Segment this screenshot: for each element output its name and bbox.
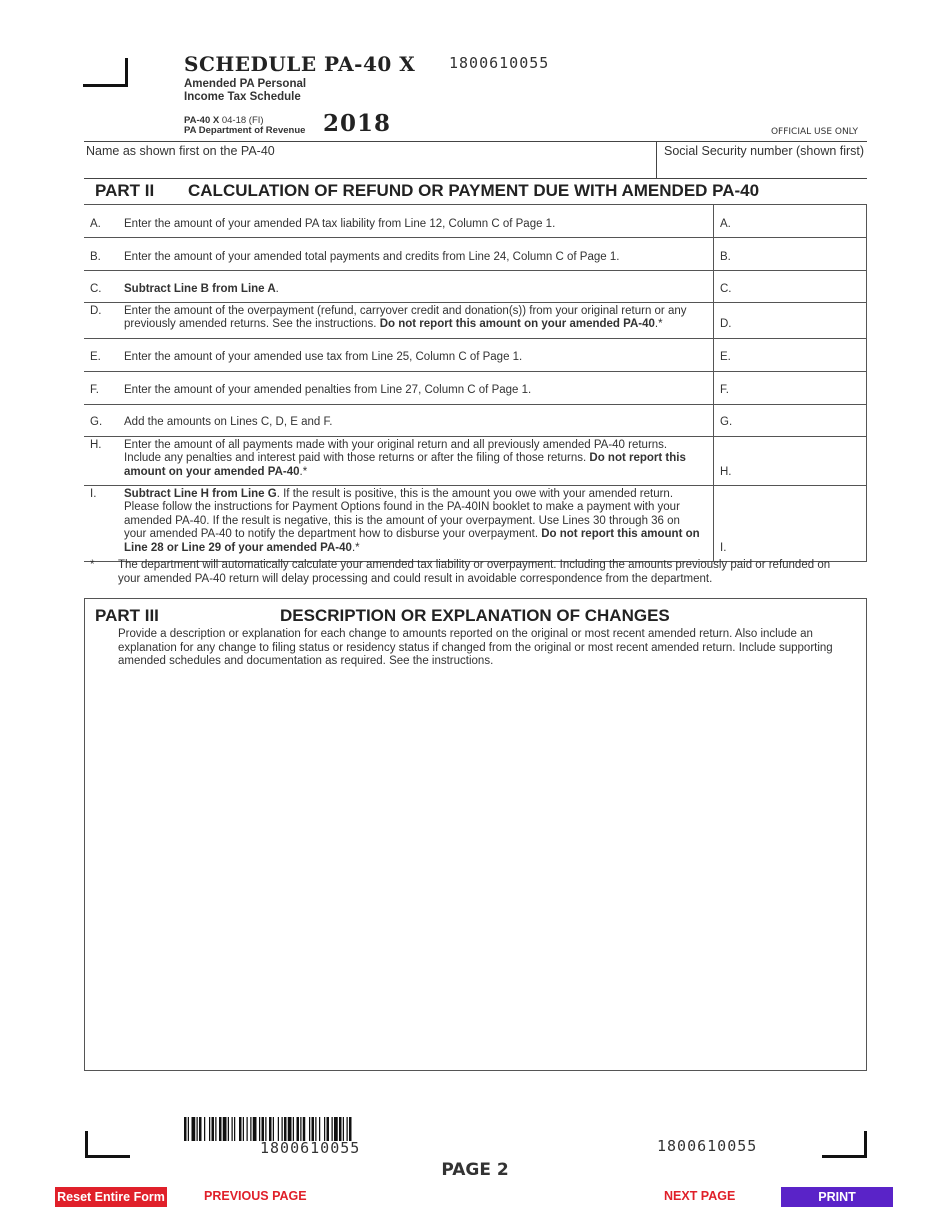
line-h-row bbox=[84, 436, 867, 485]
barcode-bar bbox=[347, 1117, 348, 1141]
barcode-bar bbox=[319, 1117, 320, 1141]
form-code-version: 04-18 (FI) bbox=[221, 115, 264, 126]
registration-mark-bottom-right bbox=[822, 1131, 867, 1158]
ssn-field-label: Social Security number (shown first) bbox=[664, 144, 865, 158]
registration-mark-top-left bbox=[83, 58, 128, 87]
barcode-bar bbox=[228, 1117, 229, 1141]
barcode-bar bbox=[327, 1117, 330, 1141]
barcode-bar bbox=[334, 1117, 338, 1141]
barcode-bar bbox=[293, 1117, 294, 1141]
line-text: Enter the amount of all payments made with your original return and all previously amended PA-40 returns. Include any penalties and interest paid with those returns or after the filing of those returns. Do not report this amount on your amended PA-40.* bbox=[124, 436, 714, 485]
line-letter: I. bbox=[84, 486, 124, 562]
line-a-amount-field[interactable]: A. bbox=[714, 205, 867, 238]
barcode-bar bbox=[204, 1117, 205, 1141]
barcode-bar bbox=[284, 1117, 287, 1141]
part3-instructions: Provide a description or explanation for each change to amounts reported on the original or most recent amended return. Also include an explanation for any change to filing status or residency status if changed from the original or most recent amended return. Include supporting amended schedules and documentation as required. See the instructions. bbox=[118, 628, 833, 667]
part3-label: PART III bbox=[95, 606, 159, 625]
part2-title: CALCULATION OF REFUND OR PAYMENT DUE WITH AMENDED PA-40 bbox=[188, 181, 760, 200]
barcode-bar bbox=[232, 1117, 233, 1141]
barcode-bar bbox=[184, 1117, 187, 1141]
barcode-bar bbox=[297, 1117, 300, 1141]
top-scan-number: 1800610055 bbox=[449, 54, 550, 72]
print-button[interactable]: PRINT bbox=[781, 1187, 893, 1207]
form-code bbox=[184, 116, 305, 136]
barcode-bar bbox=[247, 1117, 248, 1141]
next-page-link[interactable]: NEXT PAGE bbox=[664, 1189, 736, 1203]
line-letter: A. bbox=[84, 205, 124, 238]
line-text: Add the amounts on Lines C, D, E and F. bbox=[124, 404, 714, 436]
line-i-amount-field[interactable]: I. bbox=[714, 486, 867, 562]
part2-label: PART II bbox=[95, 181, 155, 200]
reset-form-button[interactable]: Reset Entire Form bbox=[55, 1187, 167, 1207]
barcode-bar bbox=[215, 1117, 216, 1141]
line-letter: C. bbox=[84, 271, 124, 303]
bottom-scan-number: 1800610055 bbox=[657, 1137, 758, 1155]
barcode-bar bbox=[250, 1117, 251, 1141]
form-code-bold: PA-40 X bbox=[184, 115, 220, 126]
name-field-label: Name as shown first on the PA-40 bbox=[86, 144, 275, 158]
line-g-row bbox=[84, 404, 867, 436]
line-text: Enter the amount of your amended total payments and credits from Line 24, Column C of Page 1. bbox=[124, 238, 714, 271]
footnote bbox=[90, 559, 850, 586]
line-f-amount-field[interactable]: F. bbox=[714, 371, 867, 404]
barcode-bar bbox=[212, 1117, 215, 1141]
footnote-text: The department will automatically calculate your amended tax liability or overpayment. Including the amounts previously paid or refunded on your amended PA-40 return will delay processing and could result in avoidable correspondence from the department. bbox=[118, 559, 831, 585]
barcode-bar bbox=[253, 1117, 257, 1141]
line-letter: G. bbox=[84, 404, 124, 436]
barcode-image bbox=[184, 1117, 448, 1141]
footnote-marker: * bbox=[90, 559, 95, 571]
barcode-bar bbox=[349, 1117, 352, 1141]
line-f-row bbox=[84, 371, 867, 404]
barcode-bar bbox=[273, 1117, 274, 1141]
schedule-title: SCHEDULE PA-40 X bbox=[184, 52, 416, 76]
line-e-row bbox=[84, 338, 867, 371]
barcode-bar bbox=[303, 1117, 306, 1141]
barcode-bar bbox=[234, 1117, 235, 1141]
subtitle-line-2: Income Tax Schedule bbox=[184, 91, 301, 103]
barcode-bar bbox=[265, 1117, 266, 1141]
line-text: Enter the amount of your amended PA tax liability from Line 12, Column C of Page 1. bbox=[124, 205, 714, 238]
line-text: Subtract Line B from Line A. bbox=[124, 271, 714, 303]
barcode-bar bbox=[197, 1117, 198, 1141]
department-name: PA Department of Revenue bbox=[184, 125, 306, 136]
barcode-bar bbox=[209, 1117, 210, 1141]
line-a-row bbox=[84, 205, 867, 238]
barcode-bar bbox=[300, 1117, 301, 1141]
line-b-row bbox=[84, 238, 867, 271]
barcode-bar bbox=[243, 1117, 244, 1141]
barcode-bar bbox=[262, 1117, 265, 1141]
barcode-bar bbox=[192, 1117, 196, 1141]
line-d-row bbox=[84, 303, 867, 339]
line-b-amount-field[interactable]: B. bbox=[714, 238, 867, 271]
barcode-bar bbox=[239, 1117, 242, 1141]
barcode-bar bbox=[282, 1117, 283, 1141]
barcode-bar bbox=[219, 1117, 222, 1141]
field-divider bbox=[656, 142, 657, 178]
line-c-amount-field[interactable]: C. bbox=[714, 271, 867, 303]
calculation-table bbox=[84, 204, 867, 562]
line-text: Subtract Line H from Line G. If the result is positive, this is the amount you owe with your amended return. Please follow the instructions for Payment Options found in the PA-40IN booklet to make a payment with your amended PA-40. If the result is negative, this is the amount of your overpayment. Use Lines 30 through 36 on your amended PA-40 to notify the department how to disburse your overpayment. Do not report this amount on Line 28 or Line 29 of your amended PA-40.* bbox=[124, 486, 714, 562]
line-text: Enter the amount of your amended penalties from Line 27, Column C of Page 1. bbox=[124, 371, 714, 404]
barcode-bar bbox=[199, 1117, 202, 1141]
barcode-bar bbox=[315, 1117, 316, 1141]
line-text: Enter the amount of your amended use tax from Line 25, Column C of Page 1. bbox=[124, 338, 714, 371]
barcode-bar bbox=[332, 1117, 333, 1141]
barcode-bar bbox=[269, 1117, 272, 1141]
barcode-bar bbox=[324, 1117, 325, 1141]
barcode-bar bbox=[339, 1117, 342, 1141]
line-d-amount-field[interactable]: D. bbox=[714, 303, 867, 339]
part3-explanation-box[interactable] bbox=[84, 598, 867, 1071]
schedule-subtitle bbox=[184, 78, 306, 104]
barcode-bar bbox=[278, 1117, 279, 1141]
line-letter: E. bbox=[84, 338, 124, 371]
page-number: PAGE 2 bbox=[441, 1160, 509, 1180]
line-g-amount-field[interactable]: G. bbox=[714, 404, 867, 436]
line-letter: D. bbox=[84, 303, 124, 339]
line-c-row bbox=[84, 271, 867, 303]
line-letter: H. bbox=[84, 436, 124, 485]
part3-title: DESCRIPTION OR EXPLANATION OF CHANGES bbox=[280, 606, 670, 625]
barcode-bar bbox=[309, 1117, 310, 1141]
tax-year: 2018 bbox=[323, 110, 392, 137]
line-letter: F. bbox=[84, 371, 124, 404]
barcode-bar bbox=[288, 1117, 292, 1141]
barcode-bar bbox=[223, 1117, 227, 1141]
official-use-label: OFFICIAL USE ONLY bbox=[770, 127, 858, 137]
barcode-bar bbox=[188, 1117, 189, 1141]
line-i-row bbox=[84, 486, 867, 562]
line-letter: B. bbox=[84, 238, 124, 271]
subtitle-line-1: Amended PA Personal bbox=[184, 78, 307, 90]
previous-page-link[interactable]: PREVIOUS PAGE bbox=[204, 1189, 307, 1203]
barcode-number: 1800610055 bbox=[260, 1139, 361, 1157]
taxpayer-info-row bbox=[84, 141, 867, 179]
barcode-bar bbox=[343, 1117, 344, 1141]
line-h-amount-field[interactable]: H. bbox=[714, 436, 867, 485]
barcode-bar bbox=[259, 1117, 260, 1141]
registration-mark-bottom-left bbox=[85, 1131, 130, 1158]
line-text: Enter the amount of the overpayment (refund, carryover credit and donation(s)) from your original return or any previously amended returns. See the instructions. Do not report this amount on your amended PA-40.* bbox=[124, 303, 714, 339]
line-e-amount-field[interactable]: E. bbox=[714, 338, 867, 371]
barcode-bar bbox=[312, 1117, 315, 1141]
